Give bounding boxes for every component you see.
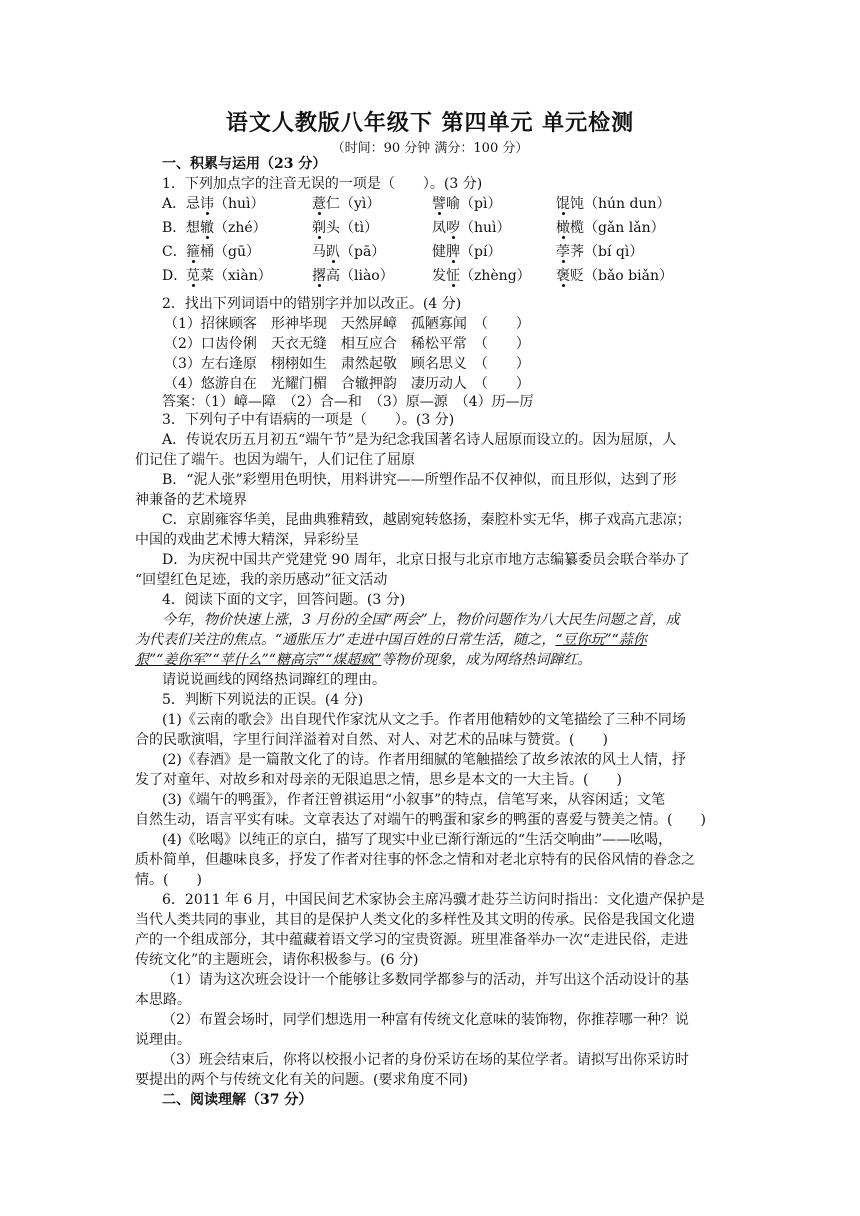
q6-line: （3）班会结束后，你将以校报小记者的身份采访在场的某位学者。请拟写出你采访时 [162, 1052, 689, 1068]
q1-option-word: 发怔（zhèng） [432, 268, 531, 284]
q1-option-word: 荸荠（bí qì） [556, 244, 644, 260]
q5-stem: 5．判断下列说法的正误。(4 分) [162, 692, 364, 708]
q1-option-word: 薏仁（yì） [312, 196, 381, 212]
q5-line: 质朴简单，但趣味良多，抒发了作者对往事的怀念之情和对老北京特有的民俗风情的眷念之 [135, 852, 695, 868]
q6-line: 本思路。 [135, 992, 191, 1008]
q3-line: 神兼备的艺术境界 [135, 492, 247, 508]
q1-option-label: A． [162, 196, 187, 212]
q1-option-word: 健脾（pí） [432, 244, 502, 260]
q4-passage [135, 650, 591, 670]
q5-line: 发了对童年、对故乡和对母亲的无限追思之情，思乡是本文的一大主旨。( ) [135, 772, 622, 788]
q5-line: (4)《吆喝》以纯正的京白，描写了现实中业已渐行渐远的“生活交响曲”——吆喝， [162, 832, 673, 848]
q5-line: 情。( ) [135, 872, 202, 888]
dotted-character: 撂 [312, 268, 326, 284]
q2-stem: 2．找出下列词语中的错别字并加以改正。(4 分) [162, 296, 462, 312]
q6-line: 传统文化”的主题班会，请你积极参与。(6 分) [135, 952, 419, 968]
q3-line: 们记住了端午。也因为端午，人们记住了屈原 [135, 452, 415, 468]
q3-line: C．京剧雍容华美，昆曲典雅精致，越剧宛转悠扬，秦腔朴实无华，梆子戏高亢悲凉； [162, 512, 691, 528]
q3-line: B．“泥人张”彩塑用色明快，用料讲究——所塑作品不仅神似，而且形似，达到了形 [162, 472, 677, 488]
q4-stem: 4．阅读下面的文字，回答问题。(3 分) [162, 592, 406, 608]
q5-line: (1)《云南的歌会》出自现代作家沈从文之手。作者用他精妙的文笔描绘了三种不同场 [162, 712, 686, 728]
q6-line: 产的一个组成部分，其中蕴藏着语文学习的宝贵资源。班里准备举办一次“走进民俗，走进 [135, 932, 689, 948]
q6-line: 要提出的两个与传统文化有关的问题。(要求角度不同) [135, 1072, 468, 1088]
dotted-character: 譬 [432, 196, 446, 212]
q1-option-word: 箍桶（gū） [186, 244, 260, 260]
dotted-character: 苋 [186, 268, 200, 284]
section-heading-2: 二、阅读理解（37 分） [162, 1092, 313, 1108]
q4-passage [135, 630, 647, 650]
q1-stem: 1．下列加点字的注音无误的一项是（ ）。(3 分) [162, 176, 483, 192]
q6-line: 说理由。 [135, 1032, 191, 1048]
q4-question: 请说说画线的网络热词蹿红的理由。 [162, 672, 386, 688]
q1-option-word: 凤哕（huì） [432, 220, 511, 236]
q1-option-word: 馄饨（hún dun） [556, 196, 671, 212]
dotted-character: 剃 [312, 220, 326, 236]
q2-line: （4）悠游自在 光耀门楣 合辙押韵 凄历动人 （ ） [164, 376, 530, 392]
q4-underlined-terms: “豆你玩”“蒜你 [555, 632, 647, 648]
q3-line: 中国的戏曲艺术博大精深，异彩纷呈 [135, 532, 359, 548]
q2-line: （2）口齿伶俐 天衣无缝 相互应合 稀松平常 （ ） [164, 336, 530, 352]
q2-answer: 答案：（1）嶂—障 （2）合—和 （3）原—源 （4）历—厉 [162, 394, 534, 410]
q4-passage: 今年，物价快速上涨，3 月份的全国“两会”上，物价问题作为八大民生问题之首，成 [162, 612, 680, 628]
dotted-character: 荸 [556, 244, 570, 260]
page-subtitle: （时间：90 分钟 满分：100 分） [331, 141, 529, 156]
dotted-character: 橄 [556, 220, 570, 236]
q3-line: A．传说农历五月初五“端午节”是为纪念我国著名诗人屈原而设立的。因为屈原，人 [162, 432, 677, 448]
q1-option-word: 剃头（tì） [312, 220, 379, 236]
q5-line: 自然生动，语言平实有味。文章表达了对端午的鸭蛋和家乡的鸭蛋的喜爱与赞美之情。( ) [135, 812, 706, 828]
dotted-character: 薏 [312, 196, 326, 212]
dotted-character: 讳 [200, 196, 214, 212]
q1-option-label: D． [162, 268, 188, 284]
q4-passage-text: 等物价现象，成为网络热词蹿红。 [381, 652, 592, 668]
q5-line: (3)《端午的鸭蛋》，作者汪曾祺运用“小叙事”的特点，信笔写来，从容闲适；文笔 [162, 792, 666, 808]
page-title: 语文人教版八年级下 第四单元 单元检测 [225, 110, 635, 136]
q3-line: “回望红色足迹，我的亲历感动”征文活动 [135, 572, 388, 588]
q1-option-word: 撂高（liào） [312, 268, 394, 284]
dotted-character: 脾 [446, 244, 460, 260]
q3-stem: 3．下列句子中有语病的一项是（ ）。(3 分) [162, 412, 455, 428]
q4-passage-text: 为代表们关注的焦点。“通胀压力”走进中国百姓的日常生活，随之， [135, 632, 556, 648]
q1-option-word: 褒贬（bǎo biǎn） [556, 268, 673, 284]
q6-line: （1）请为这次班会设计一个能够让多数同学都参与的活动，并写出这个活动设计的基 [162, 972, 689, 988]
q1-option-word: 譬喻（pì） [432, 196, 502, 212]
q2-line: （1）招徕顾客 形神毕现 天然屏嶂 孤陋寡闻 （ ） [164, 316, 530, 332]
q1-option-word: 橄榄（gǎn lǎn） [556, 220, 665, 236]
q6-line: （2）布置会场时，同学们想选用一种富有传统文化意味的装饰物，你推荐哪一种？说 [162, 1012, 689, 1028]
dotted-character: 辙 [200, 220, 214, 236]
q2-line: （3）左右逢原 栩栩如生 肃然起敬 顾名思义 （ ） [164, 356, 530, 372]
q1-option-label: B． [162, 220, 187, 236]
q5-line: 合的民歌演唱，字里行间洋溢着对自然、对人、对艺术的品味与赞赏。( ) [135, 732, 608, 748]
q3-line: D．为庆祝中国共产党建党 90 周年，北京日报与北京市地方志编纂委员会联合举办了 [162, 552, 690, 568]
dotted-character: 怔 [446, 268, 460, 284]
dotted-character: 箍 [186, 244, 200, 260]
q4-underlined-terms: 狠”“姜你军”“苹什么”“糖高宗”“煤超疯” [135, 652, 382, 668]
q1-option-word: 苋菜（xiàn） [186, 268, 272, 284]
dotted-character: 趴 [326, 244, 340, 260]
q6-line: 当代人类共同的事业，其目的是保护人类文化的多样性及其文明的传承。民俗是我国文化遗 [135, 912, 695, 928]
dotted-character: 馄 [556, 196, 570, 212]
section-heading-1: 一、积累与运用（23 分） [162, 156, 327, 172]
dotted-character: 褒 [556, 268, 570, 284]
q1-option-label: C． [162, 244, 187, 260]
q5-line: (2)《春酒》是一篇散文化了的诗。作者用细腻的笔触描绘了故乡浓浓的风土人情，抒 [162, 752, 686, 768]
q1-option-word: 忌讳（huì） [186, 196, 265, 212]
dotted-character: 哕 [446, 220, 460, 236]
q1-option-word: 马趴（pā） [312, 244, 386, 260]
q6-line: 6．2011 年 6 月，中国民间艺术家协会主席冯骥才赴芬兰访问时指出：文化遗产保护是 [162, 892, 705, 908]
q1-option-word: 想辙（zhé） [186, 220, 267, 236]
